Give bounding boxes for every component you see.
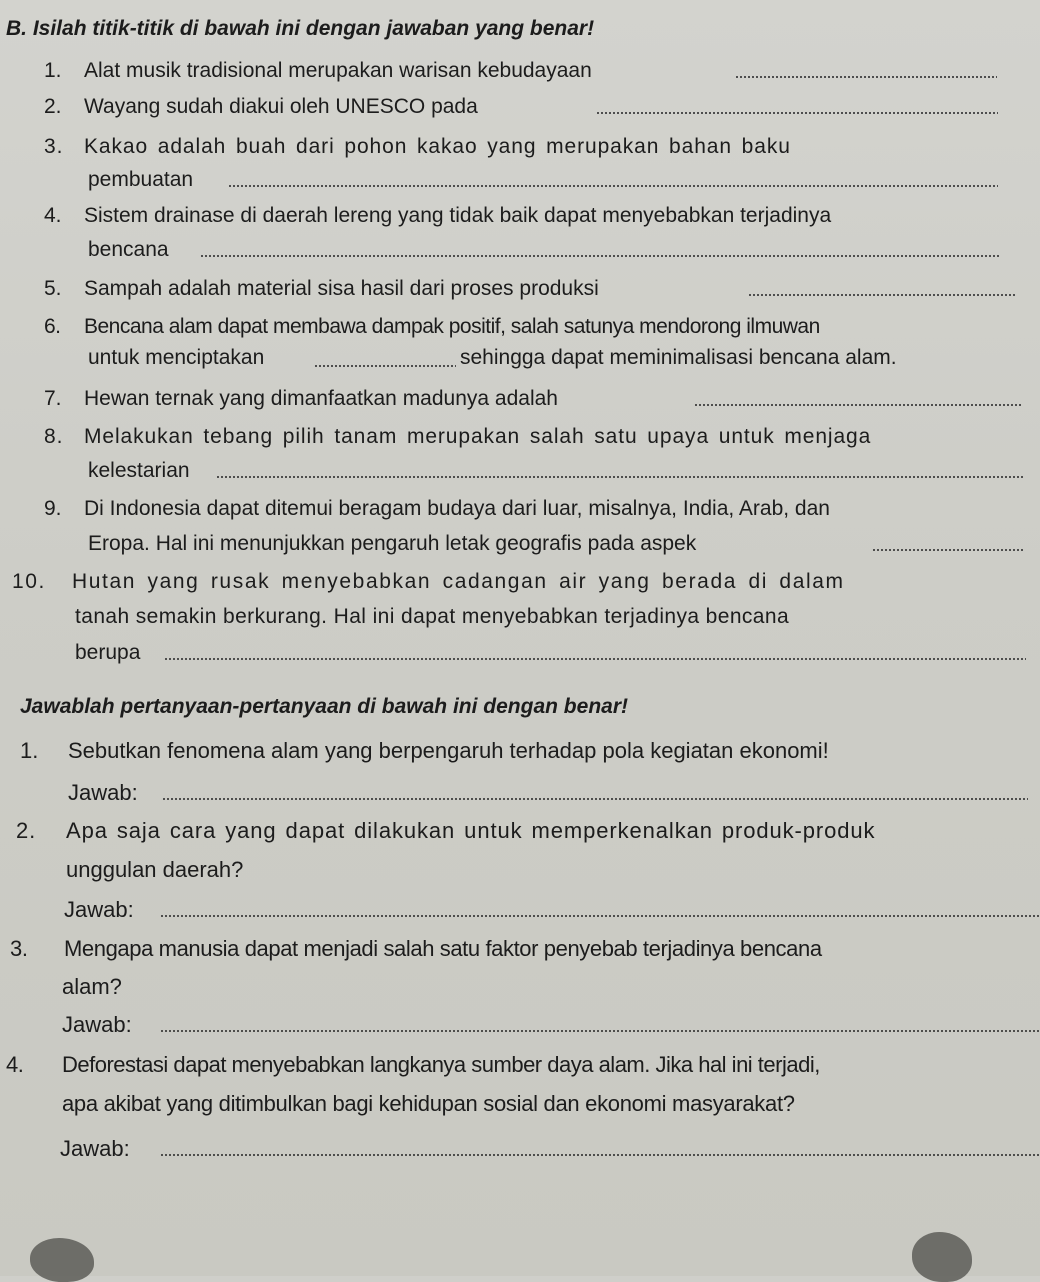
question-b10-cont2: berupa (75, 641, 141, 664)
question-number: 3. (44, 135, 64, 158)
answer-blank[interactable] (160, 1030, 1040, 1032)
question-c3-cont: alam? (62, 974, 122, 999)
answer-label: Jawab: (68, 780, 138, 805)
question-text: Kakao adalah buah dari pohon kakao yang merupakan bahan baku (84, 135, 791, 158)
question-number: 4. (44, 204, 62, 227)
question-c4-cont: apa akibat yang ditimbulkan bagi kehidupan sosial dan ekonomi masyarakat? (62, 1091, 795, 1116)
question-b3 (44, 134, 791, 160)
question-b4-cont: bencana (88, 238, 169, 261)
question-text: Melakukan tebang pilih tanam merupakan salah satu upaya untuk menjaga (84, 425, 872, 448)
page-stain (912, 1232, 972, 1282)
question-text: Deforestasi dapat menyebabkan langkanya sumber daya alam. Jika hal ini terjadi, (62, 1052, 820, 1077)
answer-blank[interactable] (735, 76, 997, 78)
question-text: Sistem drainase di daerah lereng yang tidak baik dapat menyebabkan terjadinya (84, 204, 832, 227)
question-b6 (44, 314, 820, 340)
answer-label: Jawab: (64, 897, 134, 922)
question-text: untuk menciptakan (88, 346, 265, 369)
page-stain (30, 1238, 94, 1282)
answer-label: Jawab: (62, 1012, 132, 1037)
answer-blank[interactable] (160, 915, 1040, 917)
question-b9-cont: Eropa. Hal ini menunjukkan pengaruh letak geografis pada aspek (88, 532, 697, 555)
answer-blank[interactable] (694, 404, 1022, 406)
question-b10-cont: tanah semakin berkurang. Hal ini dapat menyebabkan terjadinya bencana (75, 605, 790, 628)
question-b8-cont: kelestarian (88, 459, 190, 482)
question-text: Mengapa manusia dapat menjadi salah satu faktor penyebab terjadinya bencana (64, 936, 822, 961)
question-b5 (44, 276, 599, 302)
question-b9 (44, 496, 830, 522)
question-number: 5. (44, 277, 62, 300)
answer-label: Jawab: (60, 1136, 130, 1161)
question-c1 (20, 738, 829, 764)
question-text: Apa saja cara yang dapat dilakukan untuk memperkenalkan produk-produk (66, 818, 876, 843)
question-b7 (44, 386, 558, 412)
answer-blank[interactable] (164, 658, 1026, 660)
question-text: Sebutkan fenomena alam yang berpengaruh terhadap pola kegiatan ekonomi! (68, 738, 829, 763)
question-number: 3. (10, 936, 28, 961)
answer-blank[interactable] (314, 365, 456, 367)
question-number: 8. (44, 425, 64, 448)
question-text: Di Indonesia dapat ditemui beragam budaya dari luar, misalnya, India, Arab, dan (84, 497, 830, 520)
question-number: 2. (44, 95, 62, 118)
section-c-heading: Jawablah pertanyaan-pertanyaan di bawah ini dengan benar! (20, 695, 628, 718)
question-number: 1. (20, 738, 39, 763)
question-text: Alat musik tradisional merupakan warisan kebudayaan (84, 59, 592, 82)
question-number: 10. (12, 570, 46, 593)
answer-blank[interactable] (162, 798, 1028, 800)
question-number: 1. (44, 59, 62, 82)
answer-blank[interactable] (200, 255, 1000, 257)
question-number: 7. (44, 387, 62, 410)
question-c2 (16, 818, 875, 844)
question-b4 (44, 203, 831, 229)
question-text: Wayang sudah diakui oleh UNESCO pada (84, 95, 478, 118)
answer-blank[interactable] (748, 294, 1016, 296)
question-number: 9. (44, 497, 62, 520)
question-b2 (44, 94, 478, 120)
section-b-heading: B. Isilah titik-titik di bawah ini dengan jawaban yang benar! (6, 17, 595, 40)
question-text: Hewan ternak yang dimanfaatkan madunya adalah (84, 387, 558, 410)
question-b8 (44, 424, 871, 450)
answer-blank[interactable] (596, 112, 998, 114)
question-c2-cont: unggulan daerah? (66, 857, 244, 882)
answer-blank[interactable] (872, 549, 1024, 551)
question-number: 4. (6, 1052, 24, 1077)
question-b6-cont (88, 345, 264, 371)
question-b1 (44, 58, 592, 84)
question-c4 (6, 1052, 820, 1078)
question-text: Bencana alam dapat membawa dampak positif, salah satunya mendorong ilmuwan (84, 315, 820, 338)
question-b6-tail: sehingga dapat meminimalisasi bencana alam. (460, 346, 897, 369)
question-number: 6. (44, 315, 61, 338)
question-b10 (12, 569, 845, 595)
question-number: 2. (16, 818, 37, 843)
answer-blank[interactable] (228, 185, 998, 187)
answer-blank[interactable] (216, 476, 1024, 478)
answer-blank[interactable] (160, 1154, 1040, 1156)
question-b3-cont: pembuatan (88, 168, 194, 191)
question-c3 (10, 936, 822, 962)
question-text: Sampah adalah material sisa hasil dari proses produksi (84, 277, 599, 300)
question-text: Hutan yang rusak menyebabkan cadangan air yang berada di dalam (72, 570, 845, 593)
